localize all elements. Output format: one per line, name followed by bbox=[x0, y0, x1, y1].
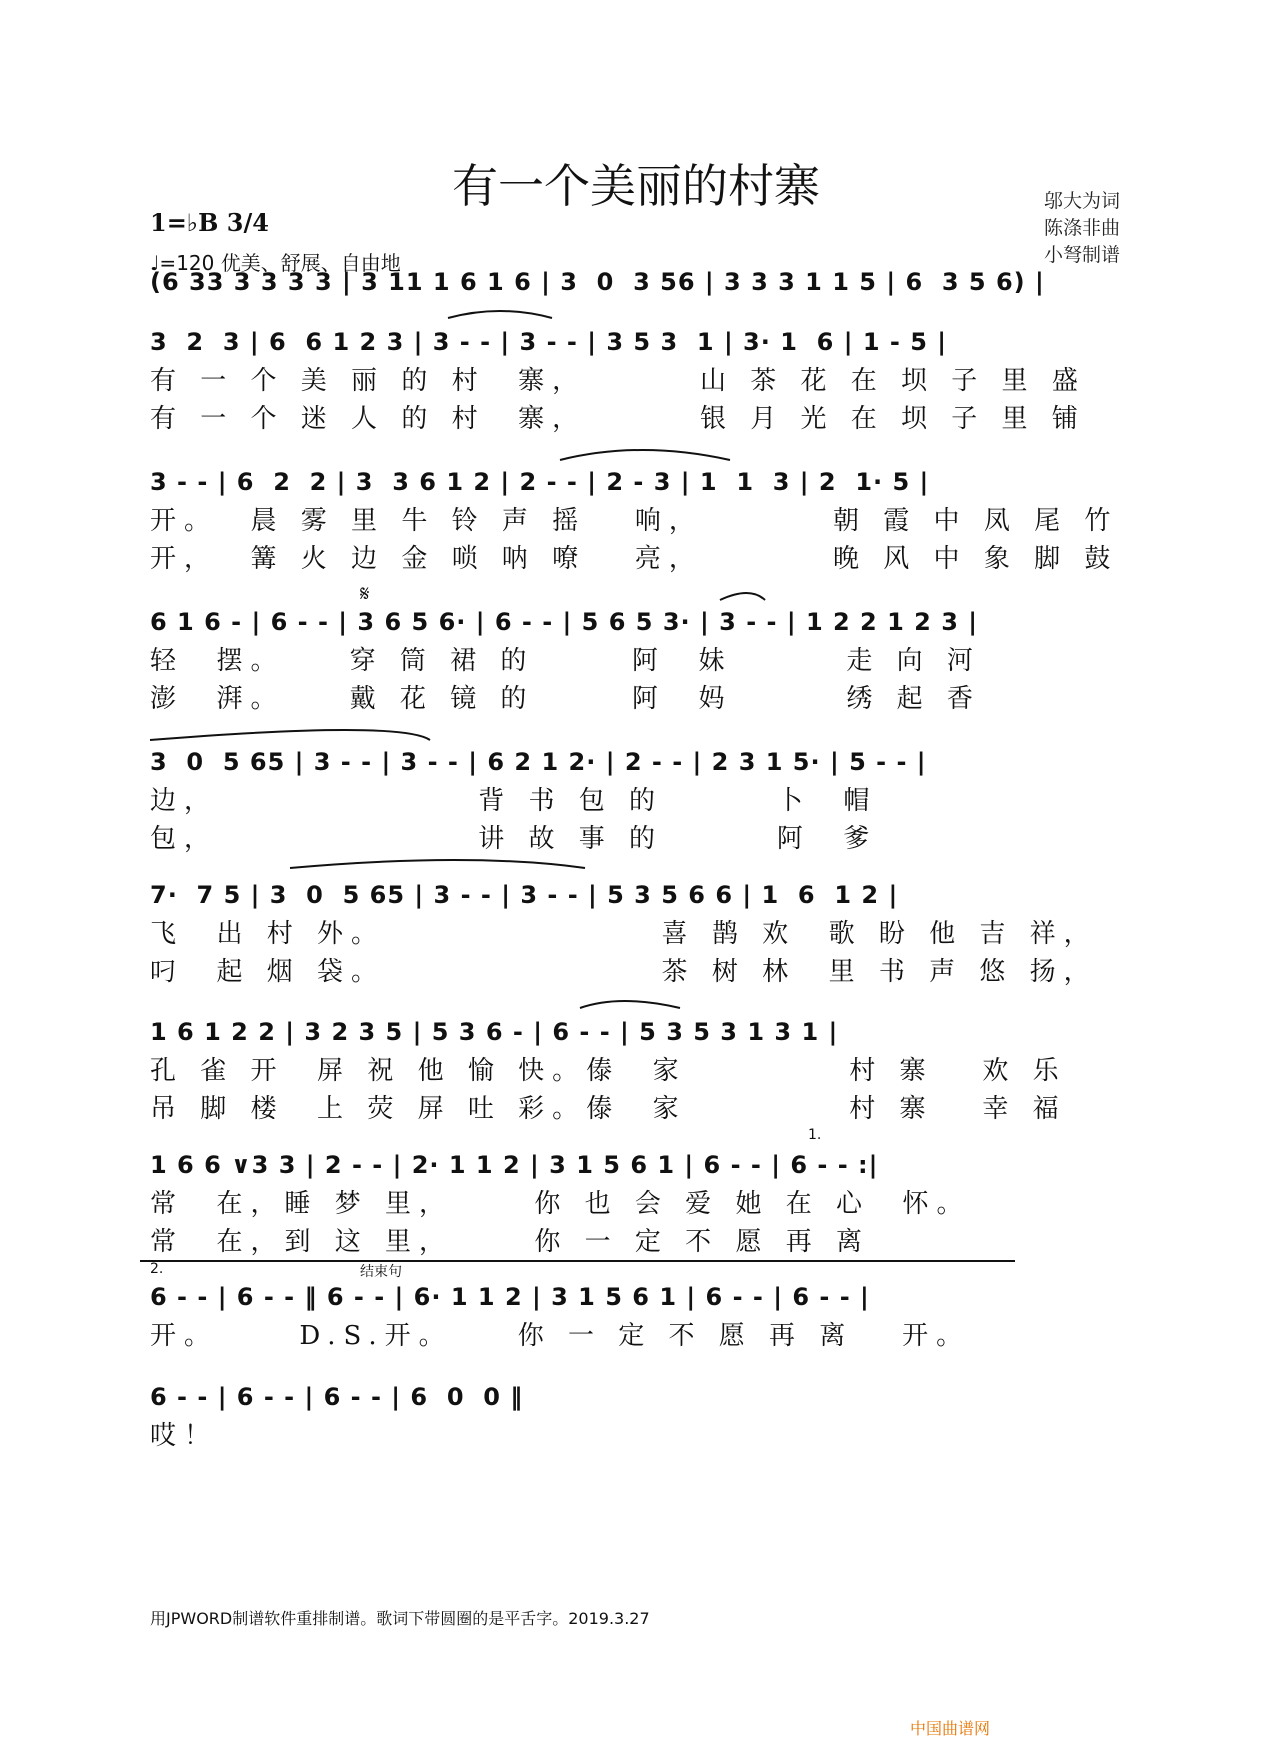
lyric-verse-2: 吊 脚 楼 上 荧 屏 吐 彩。傣 家 村 寨 幸 福 bbox=[150, 1094, 1067, 1124]
system-5 bbox=[150, 875, 1115, 991]
notes-line: (6 33 3 3 3 3 | 3 11 1 6 1 6 | 3 0 3 56 | 3 3 3 1 1 5 | 6 3 5 6) | bbox=[150, 268, 1045, 296]
volta-2-label: 2. bbox=[150, 1261, 164, 1277]
system-4 bbox=[150, 742, 1115, 858]
system-7 bbox=[150, 1127, 1115, 1261]
notes-line: 1 6 1 2 2 | 3 2 3 5 | 5 3 6 - | 6 - - | 5 3 5 3 1 3 1 | bbox=[150, 1018, 839, 1046]
system-3 bbox=[150, 602, 1115, 718]
lyric-verse-1: 飞 出 村 外。 喜 鹊 欢 歌 盼 他 吉 祥， bbox=[150, 919, 1098, 949]
lyric-verse-1: 轻 摆。 穿 筒 裙 的 阿 妹 走 向 河 bbox=[150, 646, 981, 676]
notes-line: 3 0 5 65 | 3 - - | 3 - - | 6 2 1 2· | 2 - - | 2 3 1 5· | 5 - - | bbox=[150, 748, 927, 776]
notes-line: 1 6 6 ∨3 3 | 2 - - | 2· 1 1 2 | 3 1 5 6 1 | 6 - - | 6 - - :| bbox=[150, 1151, 879, 1179]
lyric-verse-1: 有 一 个 美 丽 的 村 寨， 山 茶 花 在 坝 子 里 盛 bbox=[150, 366, 1086, 396]
lyric-verse-1: 开。 晨 雾 里 牛 铃 声 摇 响， 朝 霞 中 凤 尾 竹 bbox=[150, 506, 1119, 536]
system-2 bbox=[150, 462, 1119, 578]
credits bbox=[1044, 188, 1120, 269]
system-intro bbox=[150, 262, 1115, 302]
notes-line: 3 2 3 | 6 6 1 2 3 | 3 - - | 3 - - | 3 5 3 1 | 3· 1 6 | 1 - 5 | bbox=[150, 328, 948, 356]
lyric-verse-1: 常 在，睡 梦 里， 你 也 会 爱 她 在 心 怀。 bbox=[150, 1189, 971, 1219]
lyricist: 邬大为词 bbox=[1043, 190, 1120, 212]
site-watermark: 中国曲谱网 bbox=[910, 1719, 991, 1738]
composer: 陈涤非曲 bbox=[1043, 217, 1120, 239]
lyric-verse-2: 澎 湃。 戴 花 镜 的 阿 妈 绣 起 香 bbox=[150, 684, 981, 714]
system-8 bbox=[150, 1261, 1115, 1355]
lyric-verse-2: 包， 讲 故 事 的 阿 爹 bbox=[150, 824, 878, 854]
segno-mark: 𝄋 bbox=[360, 582, 370, 607]
lyric-verse-2: 有 一 个 迷 人 的 村 寨， 银 月 光 在 坝 子 里 铺 bbox=[150, 404, 1086, 434]
system-6 bbox=[150, 1012, 1115, 1128]
notes-line: 7· 7 5 | 3 0 5 65 | 3 - - | 3 - - | 5 3 5 6 6 | 1 6 1 2 | bbox=[150, 881, 899, 909]
tempo-marking: ♩=120 优美、舒展、自由地 bbox=[150, 251, 401, 275]
system-9 bbox=[150, 1377, 1115, 1455]
footnote: 用JPWORD制谱软件重排制谱。歌词下带圆圈的是平舌字。2019.3.27 bbox=[150, 1609, 650, 1628]
lyric-verse-1: 哎！ bbox=[150, 1421, 219, 1451]
notes-line: 6 1 6 - | 6 - - | 3 6 5 6· | 6 - - | 5 6 5 3· | 3 - - | 1 2 2 1 2 3 | bbox=[150, 608, 979, 636]
page-title: 有一个美丽的村寨 bbox=[452, 159, 820, 213]
lyric-verse-1: 边， 背 书 包 的 卜 帽 bbox=[150, 786, 878, 816]
notes-line: 3 - - | 6 2 2 | 3 3 6 1 2 | 2 - - | 2 - 3 | 1 1 3 | 2 1· 5 | bbox=[150, 468, 930, 496]
key-signature: 1=♭B 3/4 bbox=[150, 208, 269, 237]
notes-line: 6 - - | 6 - - ‖ 6 - - | 6· 1 1 2 | 3 1 5 6 1 | 6 - - | 6 - - | bbox=[150, 1283, 870, 1311]
lyric-verse-1: 开。 D.S.开。 你 一 定 不 愿 再 离 开。 bbox=[150, 1321, 971, 1351]
transcriber: 小弩制谱 bbox=[1043, 244, 1120, 266]
lyric-verse-2: 常 在，到 这 里， 你 一 定 不 愿 再 离 bbox=[150, 1227, 870, 1257]
system-1 bbox=[150, 322, 1115, 438]
notes-line: 6 - - | 6 - - | 6 - - | 6 0 0 ‖ bbox=[150, 1383, 524, 1411]
lyric-verse-2: 开， 篝 火 边 金 唢 呐 嘹 亮， 晚 风 中 象 脚 鼓 bbox=[150, 544, 1119, 574]
lyric-verse-2: 叼 起 烟 袋。 茶 树 林 里 书 声 悠 扬， bbox=[150, 957, 1098, 987]
ending-label: 结束句 bbox=[360, 1264, 402, 1280]
volta-1-label: 1. bbox=[808, 1127, 822, 1143]
lyric-verse-1: 孔 雀 开 屏 祝 他 愉 快。傣 家 村 寨 欢 乐 bbox=[150, 1056, 1067, 1086]
